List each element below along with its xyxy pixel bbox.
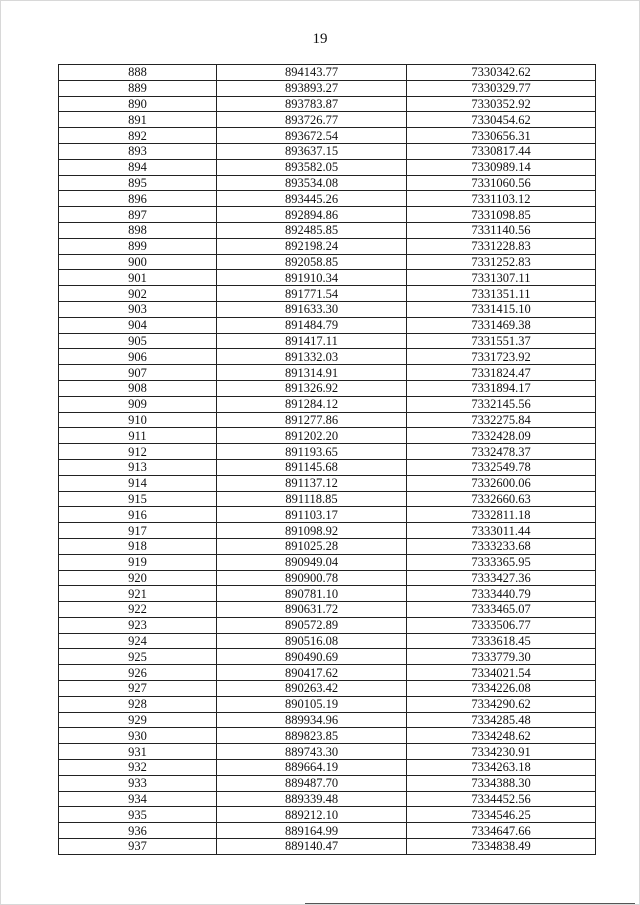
point-number-cell: 929 — [59, 712, 217, 728]
page-number: 19 — [312, 31, 328, 47]
x-coordinate-cell: 890631.72 — [217, 602, 407, 618]
y-coordinate-cell: 7334388.30 — [407, 775, 596, 791]
coordinates-table-body — [59, 65, 596, 855]
table-row — [59, 365, 596, 381]
y-coordinate-cell: 7332428.09 — [407, 428, 596, 444]
table-row — [59, 191, 596, 207]
y-coordinate-cell: 7331415.10 — [407, 301, 596, 317]
point-number-cell: 909 — [59, 396, 217, 412]
y-coordinate-cell: 7330342.62 — [407, 65, 596, 81]
point-number-cell: 892 — [59, 128, 217, 144]
x-coordinate-cell: 891025.28 — [217, 538, 407, 554]
table-row — [59, 775, 596, 791]
point-number-cell: 897 — [59, 207, 217, 223]
point-number-cell: 906 — [59, 349, 217, 365]
x-coordinate-cell: 890105.19 — [217, 696, 407, 712]
point-number-cell: 920 — [59, 570, 217, 586]
table-row — [59, 286, 596, 302]
point-number-cell: 901 — [59, 270, 217, 286]
point-number-cell: 931 — [59, 744, 217, 760]
y-coordinate-cell: 7331351.11 — [407, 286, 596, 302]
table-row — [59, 507, 596, 523]
x-coordinate-cell: 889339.48 — [217, 791, 407, 807]
table-row — [59, 112, 596, 128]
x-coordinate-cell: 893582.05 — [217, 159, 407, 175]
point-number-cell: 937 — [59, 839, 217, 855]
point-number-cell: 893 — [59, 143, 217, 159]
x-coordinate-cell: 889823.85 — [217, 728, 407, 744]
x-coordinate-cell: 890490.69 — [217, 649, 407, 665]
x-coordinate-cell: 890781.10 — [217, 586, 407, 602]
y-coordinate-cell: 7331252.83 — [407, 254, 596, 270]
x-coordinate-cell: 893893.27 — [217, 80, 407, 96]
point-number-cell: 905 — [59, 333, 217, 349]
table-row — [59, 760, 596, 776]
x-coordinate-cell: 891284.12 — [217, 396, 407, 412]
point-number-cell: 936 — [59, 823, 217, 839]
y-coordinate-cell: 7333427.36 — [407, 570, 596, 586]
point-number-cell: 904 — [59, 317, 217, 333]
table-row — [59, 617, 596, 633]
point-number-cell: 935 — [59, 807, 217, 823]
table-row — [59, 222, 596, 238]
point-number-cell: 914 — [59, 475, 217, 491]
point-number-cell: 908 — [59, 380, 217, 396]
y-coordinate-cell: 7333233.68 — [407, 538, 596, 554]
y-coordinate-cell: 7334290.62 — [407, 696, 596, 712]
x-coordinate-cell: 889743.30 — [217, 744, 407, 760]
table-row — [59, 270, 596, 286]
x-coordinate-cell: 894143.77 — [217, 65, 407, 81]
table-row — [59, 349, 596, 365]
table-row — [59, 649, 596, 665]
point-number-cell: 932 — [59, 760, 217, 776]
table-row — [59, 823, 596, 839]
point-number-cell: 889 — [59, 80, 217, 96]
table-row — [59, 744, 596, 760]
point-number-cell: 896 — [59, 191, 217, 207]
y-coordinate-cell: 7334838.49 — [407, 839, 596, 855]
x-coordinate-cell: 890900.78 — [217, 570, 407, 586]
x-coordinate-cell: 893726.77 — [217, 112, 407, 128]
x-coordinate-cell: 891910.34 — [217, 270, 407, 286]
y-coordinate-cell: 7331103.12 — [407, 191, 596, 207]
x-coordinate-cell: 891771.54 — [217, 286, 407, 302]
y-coordinate-cell: 7331098.85 — [407, 207, 596, 223]
point-number-cell: 899 — [59, 238, 217, 254]
table-row — [59, 712, 596, 728]
point-number-cell: 898 — [59, 222, 217, 238]
y-coordinate-cell: 7330329.77 — [407, 80, 596, 96]
y-coordinate-cell: 7332478.37 — [407, 444, 596, 460]
x-coordinate-cell: 891098.92 — [217, 523, 407, 539]
y-coordinate-cell: 7333365.95 — [407, 554, 596, 570]
table-row — [59, 791, 596, 807]
x-coordinate-cell: 893445.26 — [217, 191, 407, 207]
point-number-cell: 928 — [59, 696, 217, 712]
table-row — [59, 839, 596, 855]
table-row — [59, 538, 596, 554]
table-row — [59, 396, 596, 412]
x-coordinate-cell: 893637.15 — [217, 143, 407, 159]
y-coordinate-cell: 7331228.83 — [407, 238, 596, 254]
y-coordinate-cell: 7331723.92 — [407, 349, 596, 365]
x-coordinate-cell: 889487.70 — [217, 775, 407, 791]
table-row — [59, 602, 596, 618]
x-coordinate-cell: 892058.85 — [217, 254, 407, 270]
x-coordinate-cell: 891314.91 — [217, 365, 407, 381]
table-row — [59, 254, 596, 270]
point-number-cell: 900 — [59, 254, 217, 270]
y-coordinate-cell: 7333506.77 — [407, 617, 596, 633]
y-coordinate-cell: 7330454.62 — [407, 112, 596, 128]
y-coordinate-cell: 7334021.54 — [407, 665, 596, 681]
y-coordinate-cell: 7334647.66 — [407, 823, 596, 839]
x-coordinate-cell: 892894.86 — [217, 207, 407, 223]
point-number-cell: 927 — [59, 681, 217, 697]
y-coordinate-cell: 7333618.45 — [407, 633, 596, 649]
table-row — [59, 333, 596, 349]
y-coordinate-cell: 7331894.17 — [407, 380, 596, 396]
x-coordinate-cell: 889934.96 — [217, 712, 407, 728]
table-row — [59, 80, 596, 96]
table-row — [59, 728, 596, 744]
point-number-cell: 894 — [59, 159, 217, 175]
y-coordinate-cell: 7333779.30 — [407, 649, 596, 665]
table-row — [59, 696, 596, 712]
coordinates-table — [58, 64, 596, 855]
y-coordinate-cell: 7334546.25 — [407, 807, 596, 823]
y-coordinate-cell: 7332600.06 — [407, 475, 596, 491]
table-row — [59, 317, 596, 333]
table-row — [59, 159, 596, 175]
y-coordinate-cell: 7331551.37 — [407, 333, 596, 349]
point-number-cell: 934 — [59, 791, 217, 807]
point-number-cell: 916 — [59, 507, 217, 523]
table-row — [59, 238, 596, 254]
point-number-cell: 919 — [59, 554, 217, 570]
table-row — [59, 143, 596, 159]
y-coordinate-cell: 7332145.56 — [407, 396, 596, 412]
x-coordinate-cell: 889664.19 — [217, 760, 407, 776]
x-coordinate-cell: 891332.03 — [217, 349, 407, 365]
x-coordinate-cell: 890417.62 — [217, 665, 407, 681]
point-number-cell: 891 — [59, 112, 217, 128]
x-coordinate-cell: 891326.92 — [217, 380, 407, 396]
table-row — [59, 444, 596, 460]
y-coordinate-cell: 7330989.14 — [407, 159, 596, 175]
point-number-cell: 918 — [59, 538, 217, 554]
y-coordinate-cell: 7331469.38 — [407, 317, 596, 333]
x-coordinate-cell: 892485.85 — [217, 222, 407, 238]
table-row — [59, 554, 596, 570]
y-coordinate-cell: 7331140.56 — [407, 222, 596, 238]
y-coordinate-cell: 7333440.79 — [407, 586, 596, 602]
point-number-cell: 922 — [59, 602, 217, 618]
point-number-cell: 915 — [59, 491, 217, 507]
y-coordinate-cell: 7331060.56 — [407, 175, 596, 191]
y-coordinate-cell: 7331824.47 — [407, 365, 596, 381]
table-row — [59, 380, 596, 396]
x-coordinate-cell: 893534.08 — [217, 175, 407, 191]
point-number-cell: 917 — [59, 523, 217, 539]
point-number-cell: 921 — [59, 586, 217, 602]
y-coordinate-cell: 7334248.62 — [407, 728, 596, 744]
point-number-cell: 911 — [59, 428, 217, 444]
table-row — [59, 175, 596, 191]
point-number-cell: 903 — [59, 301, 217, 317]
y-coordinate-cell: 7334230.91 — [407, 744, 596, 760]
point-number-cell: 895 — [59, 175, 217, 191]
x-coordinate-cell: 891202.20 — [217, 428, 407, 444]
y-coordinate-cell: 7333465.07 — [407, 602, 596, 618]
x-coordinate-cell: 891484.79 — [217, 317, 407, 333]
x-coordinate-cell: 893783.87 — [217, 96, 407, 112]
point-number-cell: 923 — [59, 617, 217, 633]
point-number-cell: 912 — [59, 444, 217, 460]
point-number-cell: 910 — [59, 412, 217, 428]
x-coordinate-cell: 891145.68 — [217, 459, 407, 475]
table-row — [59, 665, 596, 681]
table-row — [59, 475, 596, 491]
table-row — [59, 523, 596, 539]
table-row — [59, 428, 596, 444]
table-row — [59, 586, 596, 602]
y-coordinate-cell: 7331307.11 — [407, 270, 596, 286]
table-row — [59, 128, 596, 144]
table-row — [59, 412, 596, 428]
table-row — [59, 207, 596, 223]
x-coordinate-cell: 891277.86 — [217, 412, 407, 428]
y-coordinate-cell: 7332811.18 — [407, 507, 596, 523]
y-coordinate-cell: 7330817.44 — [407, 143, 596, 159]
x-coordinate-cell: 890516.08 — [217, 633, 407, 649]
x-coordinate-cell: 889140.47 — [217, 839, 407, 855]
x-coordinate-cell: 889212.10 — [217, 807, 407, 823]
x-coordinate-cell: 890263.42 — [217, 681, 407, 697]
x-coordinate-cell: 891417.11 — [217, 333, 407, 349]
table-row — [59, 301, 596, 317]
table-row — [59, 807, 596, 823]
table-row — [59, 681, 596, 697]
point-number-cell: 924 — [59, 633, 217, 649]
x-coordinate-cell: 891633.30 — [217, 301, 407, 317]
x-coordinate-cell: 891103.17 — [217, 507, 407, 523]
x-coordinate-cell: 890572.89 — [217, 617, 407, 633]
table-row — [59, 65, 596, 81]
point-number-cell: 888 — [59, 65, 217, 81]
point-number-cell: 926 — [59, 665, 217, 681]
table-row — [59, 459, 596, 475]
point-number-cell: 902 — [59, 286, 217, 302]
point-number-cell: 933 — [59, 775, 217, 791]
point-number-cell: 890 — [59, 96, 217, 112]
x-coordinate-cell: 891137.12 — [217, 475, 407, 491]
y-coordinate-cell: 7334226.08 — [407, 681, 596, 697]
y-coordinate-cell: 7330656.31 — [407, 128, 596, 144]
x-coordinate-cell: 892198.24 — [217, 238, 407, 254]
y-coordinate-cell: 7332275.84 — [407, 412, 596, 428]
point-number-cell: 930 — [59, 728, 217, 744]
y-coordinate-cell: 7334263.18 — [407, 760, 596, 776]
point-number-cell: 913 — [59, 459, 217, 475]
x-coordinate-cell: 891193.65 — [217, 444, 407, 460]
x-coordinate-cell: 891118.85 — [217, 491, 407, 507]
point-number-cell: 907 — [59, 365, 217, 381]
table-row — [59, 570, 596, 586]
x-coordinate-cell: 889164.99 — [217, 823, 407, 839]
y-coordinate-cell: 7333011.44 — [407, 523, 596, 539]
y-coordinate-cell: 7334285.48 — [407, 712, 596, 728]
table-row — [59, 491, 596, 507]
y-coordinate-cell: 7334452.56 — [407, 791, 596, 807]
y-coordinate-cell: 7332549.78 — [407, 459, 596, 475]
x-coordinate-cell: 893672.54 — [217, 128, 407, 144]
x-coordinate-cell: 890949.04 — [217, 554, 407, 570]
y-coordinate-cell: 7330352.92 — [407, 96, 596, 112]
y-coordinate-cell: 7332660.63 — [407, 491, 596, 507]
table-row — [59, 96, 596, 112]
table-row — [59, 633, 596, 649]
point-number-cell: 925 — [59, 649, 217, 665]
